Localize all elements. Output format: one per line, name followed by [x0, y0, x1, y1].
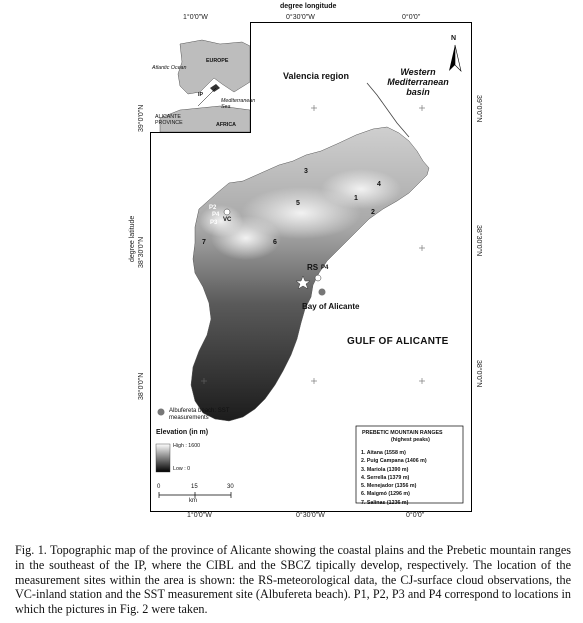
inset-africa-label: AFRICA	[216, 122, 237, 128]
elevation-legend-bar	[156, 444, 170, 472]
elevation-low-label: Low : 0	[173, 466, 191, 472]
lon-tick-bottom-3: 0°0'0"	[406, 512, 425, 519]
peaks-legend-item: 2. Puig Campana (1406 m)	[361, 458, 427, 465]
inset-ip-label: IP	[198, 92, 204, 98]
lat-tick-right-2: 38°30'0"N	[475, 225, 482, 257]
peaks-legend-list	[361, 449, 427, 507]
lat-tick-1: 39°0'0"N	[138, 104, 145, 132]
peaks-legend-subtitle: (highest peaks)	[391, 437, 430, 443]
peaks-legend-item: 6. Maigmó (1296 m)	[361, 491, 410, 498]
lon-tick-bottom-2: 0°30'0"W	[296, 512, 325, 519]
cj-dot	[315, 275, 321, 281]
scale-tick-0: 0	[157, 484, 161, 490]
lat-tick-3: 38°0'0"N	[138, 372, 145, 400]
peaks-legend-item: 5. Menejador (1356 m)	[361, 483, 417, 490]
inset-alicante-label: ALICANTE PROVINCE	[155, 114, 183, 126]
p3-label: P3	[210, 220, 218, 226]
alicante-province	[191, 127, 429, 421]
cj-label: CJ	[323, 274, 331, 280]
vc-dot	[224, 209, 230, 215]
sst-legend-label: Albufereta beach: SST measurements	[169, 408, 230, 421]
inset-alicante	[210, 84, 220, 92]
valencia-region-label: Valencia region	[283, 71, 350, 81]
peaks-legend-item: 1. Aitana (1558 m)	[361, 450, 406, 456]
scale-unit-label: km	[189, 498, 197, 504]
bay-of-alicante-label: Bay of Alicante	[302, 302, 360, 311]
inset-europe-label: EUROPE	[206, 58, 229, 64]
p4-label-rs: P4	[321, 265, 329, 271]
peak-label-2: 2	[371, 209, 375, 216]
peak-label-7: 7	[202, 239, 206, 246]
longitude-axis-title: degree longitude	[280, 3, 337, 10]
figure-caption: Fig. 1. Topographic map of the province of Alicante showing the coastal plains and the Prebetic mountain ranges in the southeast of the IP, where the CIBL and the SBCZ tipically develop, respectively. The location of the measurement sites within the area is shown: the RS-meteorological data, the CJ-surface cloud observations, the VC-inland station and the SST measurement site (Albufereta beach). P1, P2, P3 and P4 correspond to locations in which the pictures in Fig. 2 were taken.	[15, 543, 571, 617]
lon-tick-bottom-1: 1°0'0"W	[187, 512, 212, 519]
vc-label: VC	[223, 217, 232, 223]
latitude-axis-title: degree latitude	[129, 215, 136, 262]
lon-tick-2: 0°30'0"W	[286, 14, 315, 21]
lat-tick-right-1: 39°0'0"N	[475, 95, 482, 123]
lon-tick-1: 1°0'0"W	[183, 14, 208, 21]
sst-legend-dot	[158, 409, 165, 416]
peaks-legend-item: 7. Salinas (1236 m)	[361, 499, 409, 506]
peaks-legend-item: 3. Mariola (1390 m)	[361, 466, 409, 473]
peak-label-3: 3	[304, 168, 308, 175]
peaks-legend-title: PREBETIC MOUNTAIN RANGES	[362, 430, 443, 436]
western-med-label: Western Mediterranean basin	[387, 67, 449, 97]
inset-map	[150, 22, 256, 133]
gulf-of-alicante-label: GULF OF ALICANTE	[347, 336, 449, 347]
p2-label: P2	[209, 205, 217, 211]
peak-label-6: 6	[273, 239, 277, 246]
peak-label-4: 4	[377, 181, 381, 188]
elevation-high-label: High : 1600	[173, 443, 201, 449]
north-letter: N	[451, 35, 457, 42]
inset-mediterranean-label: Mediterranean Sea	[221, 98, 256, 110]
sst-site-dot	[319, 289, 326, 296]
lon-tick-3: 0°0'0"	[402, 14, 421, 21]
rs-label: RS	[307, 263, 319, 272]
peaks-legend-item: 4. Serrella (1379 m)	[361, 474, 410, 481]
peak-label-5: 5	[296, 200, 300, 207]
peak-label-1: 1	[354, 195, 358, 202]
lat-tick-right-3: 38°0'0"N	[475, 360, 482, 388]
inset-atlantic-label: Atlantic Ocean	[152, 65, 187, 71]
lat-tick-2: 38°30'0"N	[138, 236, 145, 268]
p4-label-vc: P4	[212, 212, 220, 218]
scale-tick-15: 15	[191, 484, 198, 490]
scale-tick-30: 30	[227, 484, 234, 490]
elevation-legend-title: Elevation (in m)	[156, 429, 209, 436]
